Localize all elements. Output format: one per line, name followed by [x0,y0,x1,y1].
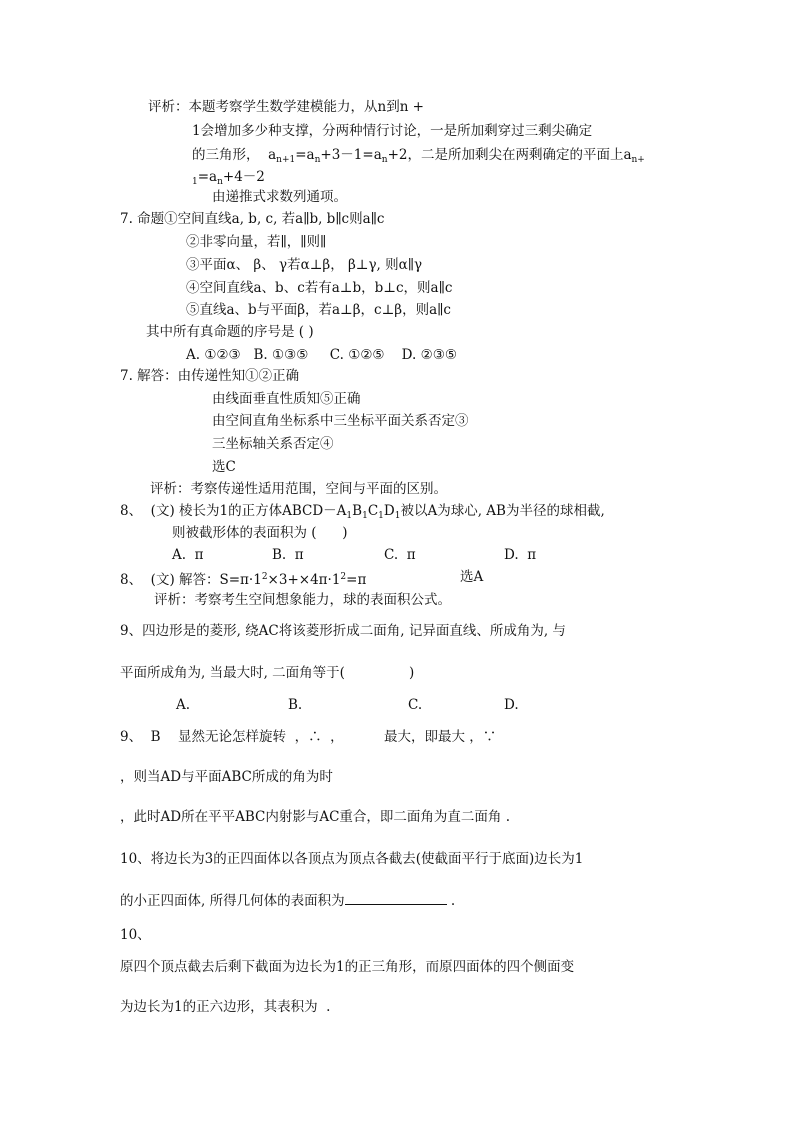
a7-line-2: 由线面垂直性质知⑤正确 [212,391,361,407]
analysis-line-2: 1会增加多少种支撑，分两种情行讨论，一是所加剩穿过三剩尖确定 [192,123,593,139]
q9-line-1: 9、四边形是的菱形, 绕AC将该菱形折成二面角, 记异面直线、所成角为, 与 [120,623,566,639]
q8-option-d: D. π [504,547,537,563]
a7-line-4: 三坐标轴关系否定④ [212,436,334,452]
a7-line-5: 选C [212,459,236,475]
q8-option-c: C. π [384,547,416,563]
q7-line-1: 7. 命题①空间直线a, b, c, 若a∥b, b∥c则a∥c [120,211,385,227]
q7-line-6: 其中所有真命题的序号是 ( ) [146,324,314,340]
answer-blank [345,892,447,905]
a10-line-2: 为边长为1的正六边形，其表积为 . [120,999,331,1015]
analysis-line-4: $_1=a_n+4-2$ [192,169,265,187]
a8-choice: 选A [460,569,484,585]
a7-line-6: 评析：考察传递性适用范围，空间与平面的区别。 [150,481,447,497]
q8-line-1: 8、 (文) 棱长为1的正方体$ABCD-A_1B_1C_1D_1$被以A为球心, AB为半径的球相截, [120,503,605,521]
a9-line-1-middle: 显然无论怎样旋转 ，∴ ， [178,729,344,745]
q9-option-b: B. [288,697,303,713]
a9-line-2: ，则当AD与平面ABC所成的角为时 [120,769,333,785]
analysis-line-1: 评析：本题考察学生数学建模能力，从n到n + [148,99,424,115]
q7-line-5: ⑤直线a、b与平面β，若a⊥β，c⊥β，则a∥c [186,302,451,318]
a8-line-1: 8、 (文) 解答：$S=\pi\cdot 1^2\times 3+\times 4\pi\cdot 1^2=\pi$ [120,572,367,588]
a9-line-3: ，此时AD所在平平ABC内射影与AC重合，即二面角为直二面角 . [120,809,510,825]
a9-line-1: 9、 B [120,729,161,745]
q7-line-2: ②非零向量，若∥，∥则∥ [186,234,327,250]
a9-line-1-end: 最大，即最大 ，∵ [384,729,497,745]
a8-line-2: 评析：考察考生空间想象能力，球的表面积公式。 [154,592,451,608]
q8-line-2: 则被截形体的表面积为 ( ) [172,525,348,541]
q10-line-2: 的小正四面体, 所得几何体的表面积为 . [120,893,456,909]
a10-label: 10、 [120,927,151,943]
q8-option-b: B. π [272,547,304,563]
analysis-line-3: 的三角形， $a_{n+1}=a_n+3-1=a_n+2$，二是所加剩尖在两剩确定的平面上$a_{n+}$ [192,147,645,165]
analysis-line-5: 由递推式求数列通项。 [212,189,347,205]
a10-line-1: 原四个顶点截去后剩下截面为边长为1的正三角形，而原四面体的四个侧面变 [120,959,575,975]
q9-option-a: A. [176,697,191,713]
a7-line-1: 7. 解答：由传递性知①②正确 [120,368,300,384]
q7-line-4: ④空间直线a、b、c若有a⊥b，b⊥c，则a∥c [186,280,453,296]
q10-line-1: 10、将边长为3的正四面体以各顶点为顶点各截去(使截面平行于底面)边长为1 [120,851,584,867]
q9-option-d: D. [504,697,519,713]
q7-options: A. ①②③ B. ①③⑤ C. ①②⑤ D. ②③⑤ [186,347,457,363]
q9-option-c: C. [408,697,423,713]
a7-line-3: 由空间直角坐标系中三坐标平面关系否定③ [212,413,469,429]
q7-line-3: ③平面α、 β、 γ若α⊥β， β⊥γ, 则α∥γ [186,257,423,273]
q8-option-a: A. π [172,547,204,563]
q9-line-2: 平面所成角为, 当最大时, 二面角等于( ) [120,665,415,681]
